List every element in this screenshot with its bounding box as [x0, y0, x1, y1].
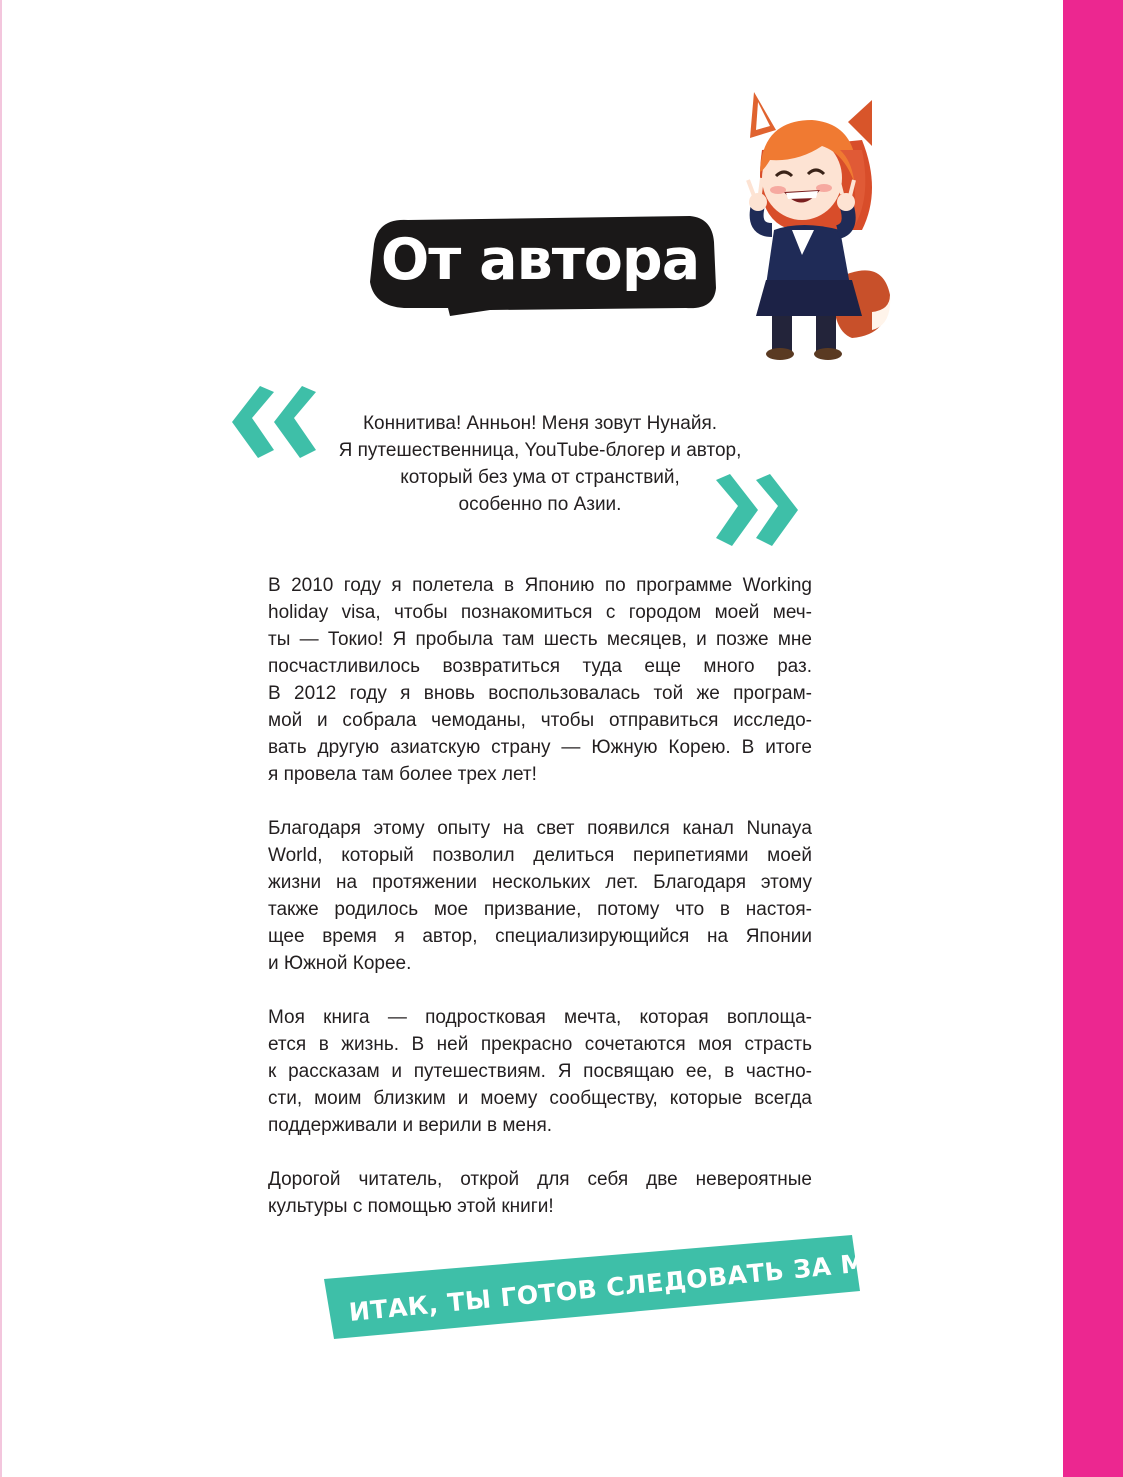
- text-line: щее время я автор, специализирующийся на Японии: [268, 926, 812, 947]
- text-line: я провела там более трех лет!: [268, 764, 537, 785]
- paragraph-travel: [268, 572, 812, 788]
- text-line: В 2010 году я полетела в Японию по программе Working: [268, 575, 812, 596]
- intro-quote: [300, 410, 780, 518]
- text-line: ется в жизнь. В ней прекрасно сочетаются моя страсть: [268, 1034, 812, 1055]
- text-line: посчастливилось возвратиться туда еще много раз.: [268, 656, 812, 677]
- text-line: жизни на протяжении нескольких лет. Благодаря этому: [268, 872, 812, 893]
- body-text: [268, 572, 812, 1247]
- text-line: поддерживали и верили в меня.: [268, 1115, 553, 1136]
- paragraph-reader: [268, 1166, 812, 1220]
- text-line: вать другую азиатскую страну — Южную Корею. В итоге: [268, 737, 812, 758]
- page-title: От автора: [380, 227, 700, 293]
- text-line: к рассказам и путешествиям. Я посвящаю ее, в частно-: [268, 1061, 812, 1082]
- intro-line: особенно по Азии.: [458, 494, 622, 515]
- text-line: мой и собрала чемоданы, чтобы отправиться исследо-: [268, 710, 812, 731]
- paragraph-channel: [268, 815, 812, 977]
- intro-line: Я путешественница, YouTube-блогер и автор,: [338, 440, 742, 461]
- text-line: Моя книга — подростковая мечта, которая воплоща-: [268, 1007, 812, 1028]
- text-line: Дорогой читатель, открой для себя две невероятные: [268, 1169, 812, 1190]
- side-color-bar: [1063, 0, 1123, 1477]
- fox-girl-mascot-illustration: [722, 80, 898, 360]
- paragraph-book: [268, 1004, 812, 1139]
- page-edge: [0, 0, 2, 1477]
- intro-line: Коннитива! Анньон! Меня зовут Нунайя.: [362, 413, 718, 434]
- text-line: ты — Токио! Я пробыла там шесть месяцев, и позже мне: [268, 629, 812, 650]
- text-line: World, который позволил делиться перипетиями моей: [268, 845, 812, 866]
- page-title-block: [360, 200, 720, 320]
- text-line: В 2012 году я вновь воспользовалась той же програм-: [268, 683, 812, 704]
- banner-text: ИТАК, ТЫ ГОТОВ СЛЕДОВАТЬ ЗА МНОЙ?: [347, 1240, 947, 1327]
- text-line: holiday visa, чтобы познакомиться с городом моей меч-: [268, 602, 812, 623]
- text-line: и Южной Корее.: [268, 953, 412, 974]
- text-line: также родилось мое призвание, потому что в настоя-: [268, 899, 812, 920]
- text-line: культуры с помощью этой книги!: [268, 1196, 554, 1217]
- intro-line: который без ума от странствий,: [400, 467, 680, 488]
- text-line: Благодаря этому опыту на свет появился канал Nunaya: [268, 818, 812, 839]
- text-line: сти, моим близким и моему сообществу, которые всегда: [268, 1088, 812, 1109]
